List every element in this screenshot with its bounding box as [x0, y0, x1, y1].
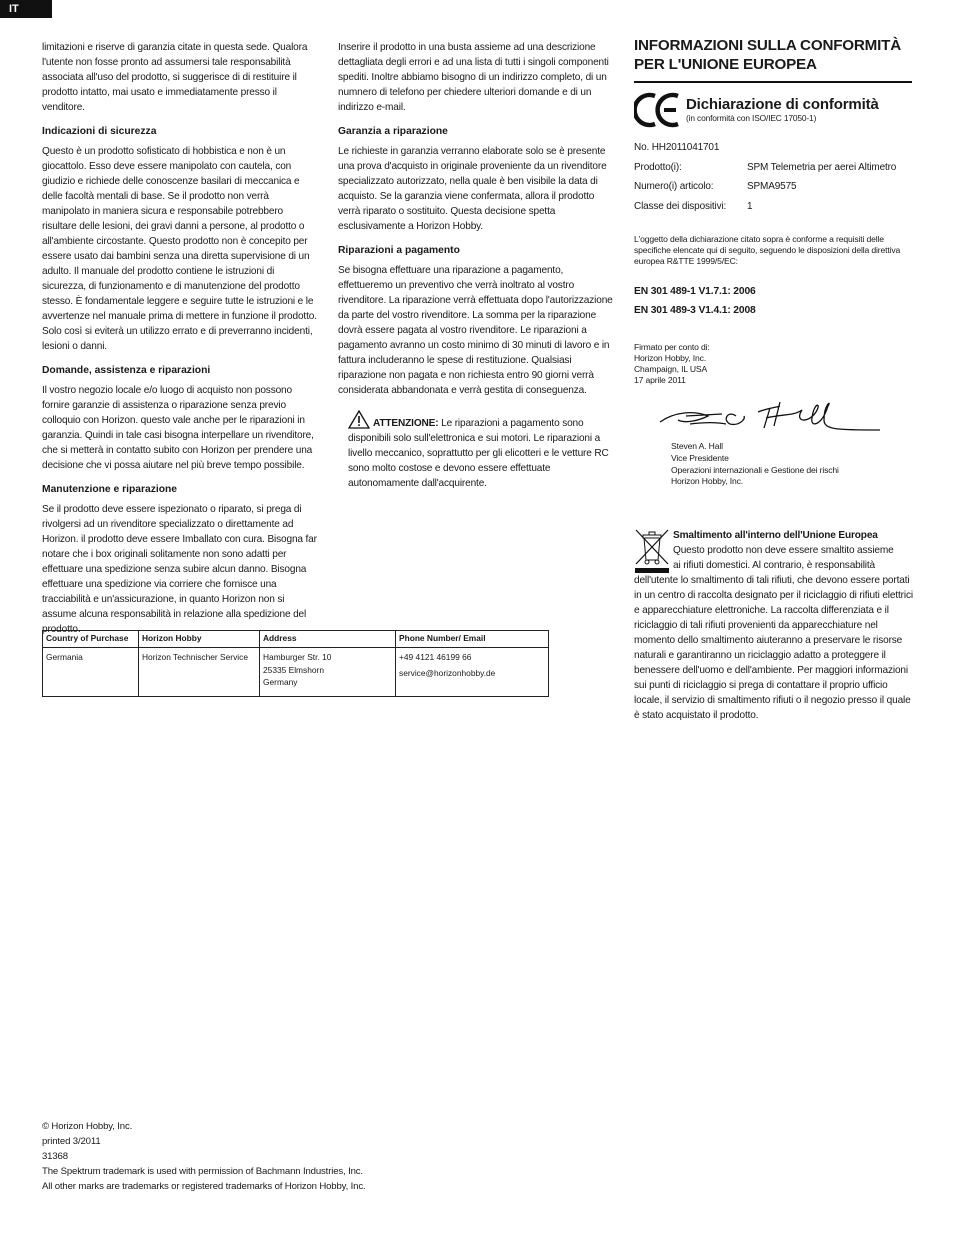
support-text: Il vostro negozio locale e/o luogo di acquisto non possono fornire garanzie di assistenza o riparazione senza previo colloquio con Horizon. questo vale anche per le riparazioni in garanzia. Quindi in tale casi bisogna interpellare un rivenditore, che si metterà in contatto subito con Horizon per prendere una decisione che vi possa aiutare nel più breve tempo possibile.: [42, 385, 314, 471]
attention-notice: [338, 410, 614, 491]
print-date: printed 3/2011: [42, 1136, 101, 1147]
declaration-details: [634, 138, 914, 216]
trademark-line-2: All other marks are trademarks or registered trademarks of Horizon Hobby, Inc.: [42, 1181, 366, 1192]
weee-line-1: Questo prodotto non deve essere smaltito assieme: [673, 544, 894, 556]
table-row: [43, 648, 549, 697]
service-address-table: [42, 630, 549, 697]
warning-triangle-icon: [348, 410, 370, 429]
class-row: Classe dei dispositivi: 1: [634, 200, 753, 212]
paid-repair-text: Se bisogna effettuare una riparazione a pagamento, effettueremo un preventivo che verrà inoltrato al vostro rivenditore. La riparazione verrà effettuata dopo l'autorizzazione da parte del vostro rivenditore. La somma per la riparazione dovrà essere pagata al vostro rivenditore. Le riparazioni a pagamento avranno un costo minimo di 30 minuti di lavoro e in fattura includeranno le spese di restituzione. Qualsiasi riparazione non pagata e non richiesta entro 90 giorni verrà considerata abbandonata e verrà gestita di conseguenza.: [338, 265, 613, 396]
safety-text: Questo è un prodotto sofisticato di hobbistica e non è un giocattolo. Esso deve essere manipolato con cautela, con giudizio e richiede delle conoscenze basilari di meccanica e delle facoltà mentali di base. Se il prodotto non verrà manipolato in maniera sicura e responsabile potrebbero risultare delle lesioni, dei gravi danni a persone, al prodotto o all'ambiente circostante. Questo prodotto non è concepito per essere usato dai bambini senza una diretta supervisione di un adulto. Il manuale del prodotto contiene le istruzioni di sicurezza, di funzionamento e di manutenzione del prodotto stesso. È fondamentale leggere e seguire tutte le istruzioni e le avvertenze nel manuale prima di mettere in funzione il prodotto. Solo così si eviterà un utilizzo errato e di preverranno incidenti, lesioni o danni.: [42, 146, 317, 352]
signed-for-block: Firmato per conto di: Horizon Hobby, Inc. Champaign, IL USA 17 aprile 2011: [634, 341, 710, 386]
maintenance-heading: Manutenzione e riparazione: [42, 484, 178, 495]
phone-number: +49 4121 46199 66: [399, 652, 472, 662]
col-header-contact: Phone Number/ Email: [396, 631, 549, 648]
signer-block: Steven A. Hall Vice Presidente Operazioni internazionali e Gestione dei rischi Horizon Hobby, Inc.: [671, 441, 839, 487]
warranty-continuation-text: limitazioni e riserve di garanzia citate in questa sede. Qualora l'utente non fosse pronto ad assumersi tale responsabilità associata all'uso del prodotto, si suggerisce di di restituire il prodotto intatto, mai usato e immediatamente presso il venditore.: [42, 42, 308, 113]
column-middle: [338, 40, 614, 491]
trademark-line-1: The Spektrum trademark is used with permission of Bachmann Industries, Inc.: [42, 1166, 363, 1177]
cell-contact: [396, 648, 549, 697]
column-right: [634, 36, 914, 723]
declaration-subtitle: (in conformità con ISO/IEC 17050-1): [686, 113, 817, 123]
footer: [42, 1119, 366, 1194]
language-tab: IT: [0, 0, 52, 18]
weee-heading: Smaltimento all'interno dell'Unione Europea: [673, 529, 878, 541]
table-header-row: [43, 631, 549, 648]
standard-1: EN 301 489-1 V1.7.1: 2006: [634, 285, 756, 297]
col-header-address: Address: [260, 631, 396, 648]
article-row: Numero(i) articolo: SPMA9575: [634, 181, 797, 192]
weee-body: dell'utente lo smaltimento di tali rifiuti, che devono essere portati in un centro di raccolta designato per il riciclaggio di rifiuti elettrici e apparecchiature elettroniche. La raccolta differenziata e il riciclaggio di tali rifiuti provenienti da apparecchiature nel momento dello smaltimento aiuteranno a preservare le risorse naturali e garantiranno un riciclaggio adatto a proteggere il benessere dell'uomo e dell'ambiente. Per maggiori informazioni sui punti di riciclaggio si prega di contattare il proprio ufficio locale, il servizio di smaltimento rifiuti o il negozio presso il quale è stato acquistato il prodotto.: [634, 574, 913, 721]
email-address: service@horizonhobby.de: [399, 667, 496, 678]
safety-heading: Indicazioni di sicurezza: [42, 126, 157, 137]
weee-section: [634, 528, 914, 723]
declaration-number: No. HH2011041701: [634, 142, 720, 153]
document-code: 31368: [42, 1151, 68, 1162]
crossed-bin-icon: [634, 528, 670, 574]
paid-repair-heading: Riparazioni a pagamento: [338, 245, 460, 256]
weee-line-2: ai rifiuti domestici. Al contrario, è responsabilità: [673, 559, 876, 571]
warranty-repair-heading: Garanzia a riparazione: [338, 126, 448, 137]
support-heading: Domande, assistenza e riparazioni: [42, 365, 211, 376]
title-rule: [634, 81, 912, 83]
standards-list: [634, 282, 914, 320]
attention-text: Le riparazioni a pagamento sono disponibili solo sull'elettronica e sui motori. Le riparazioni a livello meccanico, soprattutto per gli elicotteri e le vetture RC sono molto costose e devono essere effettuate autonomamente dall'acquirente.: [348, 418, 609, 489]
warranty-repair-text: Le richieste in garanzia verranno elaborate solo se è presente una prova d'acquisto in originale proveniente da un rivenditore specializzato autorizzato, nella quale è ben visibile la data di acquisto. Se la garanzia viene confermata, allora il prodotto verrà riparato o sostituito. Questa decisione spetta esclusivamente a Horizon Hobby.: [338, 146, 607, 232]
signature: [656, 398, 914, 441]
maintenance-text: Se il prodotto deve essere ispezionato o riparato, si prega di rivolgersi ad un rivenditore specializzato o direttamente ad Horizon. il prodotto deve essere Imballato con cura. Bisogna far notare che i box originali solitamente non sono adatti per effettuare una spedizione senza subire alcun danno. Bisogna effettuare una spedizione via corriere che fornisce una tracciabilità e un'assicurazione, in quanto Horizon non si assume alcuna responsabilità in relazione alla spedizione del prodotto.: [42, 504, 317, 635]
product-row: Prodotto(i): SPM Telemetria per aerei Altimetro: [634, 161, 897, 173]
signature-image: [656, 398, 884, 436]
eu-conformity-title: INFORMAZIONI SULLA CONFORMITÀ PER L'UNIONE EUROPEA: [634, 37, 901, 73]
attention-label: ATTENZIONE:: [373, 418, 439, 429]
cell-country: Germania: [43, 648, 139, 697]
col-header-country: Country of Purchase: [43, 631, 139, 648]
cell-address: Hamburger Str. 10 25335 Elmshorn Germany: [260, 648, 396, 697]
copyright: © Horizon Hobby, Inc.: [42, 1121, 133, 1132]
declaration-title: Dichiarazione di conformità: [686, 96, 879, 113]
standard-2: EN 301 489-3 V1.4.1: 2008: [634, 304, 756, 316]
shipping-text: Inserire il prodotto in una busta assieme ad una descrizione dettagliata degli errori e ad una lista di tutti i singoli componenti spediti. Inoltre abbiamo bisogno di un indirizzo completo, di un numnero di telefono per chiedere ulteriori domande e di un indirizzo e-mail.: [338, 42, 609, 113]
column-left: [42, 40, 318, 637]
declaration-header: [634, 91, 914, 129]
ce-mark-icon: [634, 91, 682, 129]
cell-horizon: Horizon Technischer Service: [139, 648, 260, 697]
col-header-horizon: Horizon Hobby: [139, 631, 260, 648]
conformity-statement: L'oggetto della dichiarazione citato sopra è conforme a requisiti delle specifiche elencate qui di seguito, seguendo le disposizioni della direttiva europea R&TTE 1999/5/EC:: [634, 234, 901, 267]
